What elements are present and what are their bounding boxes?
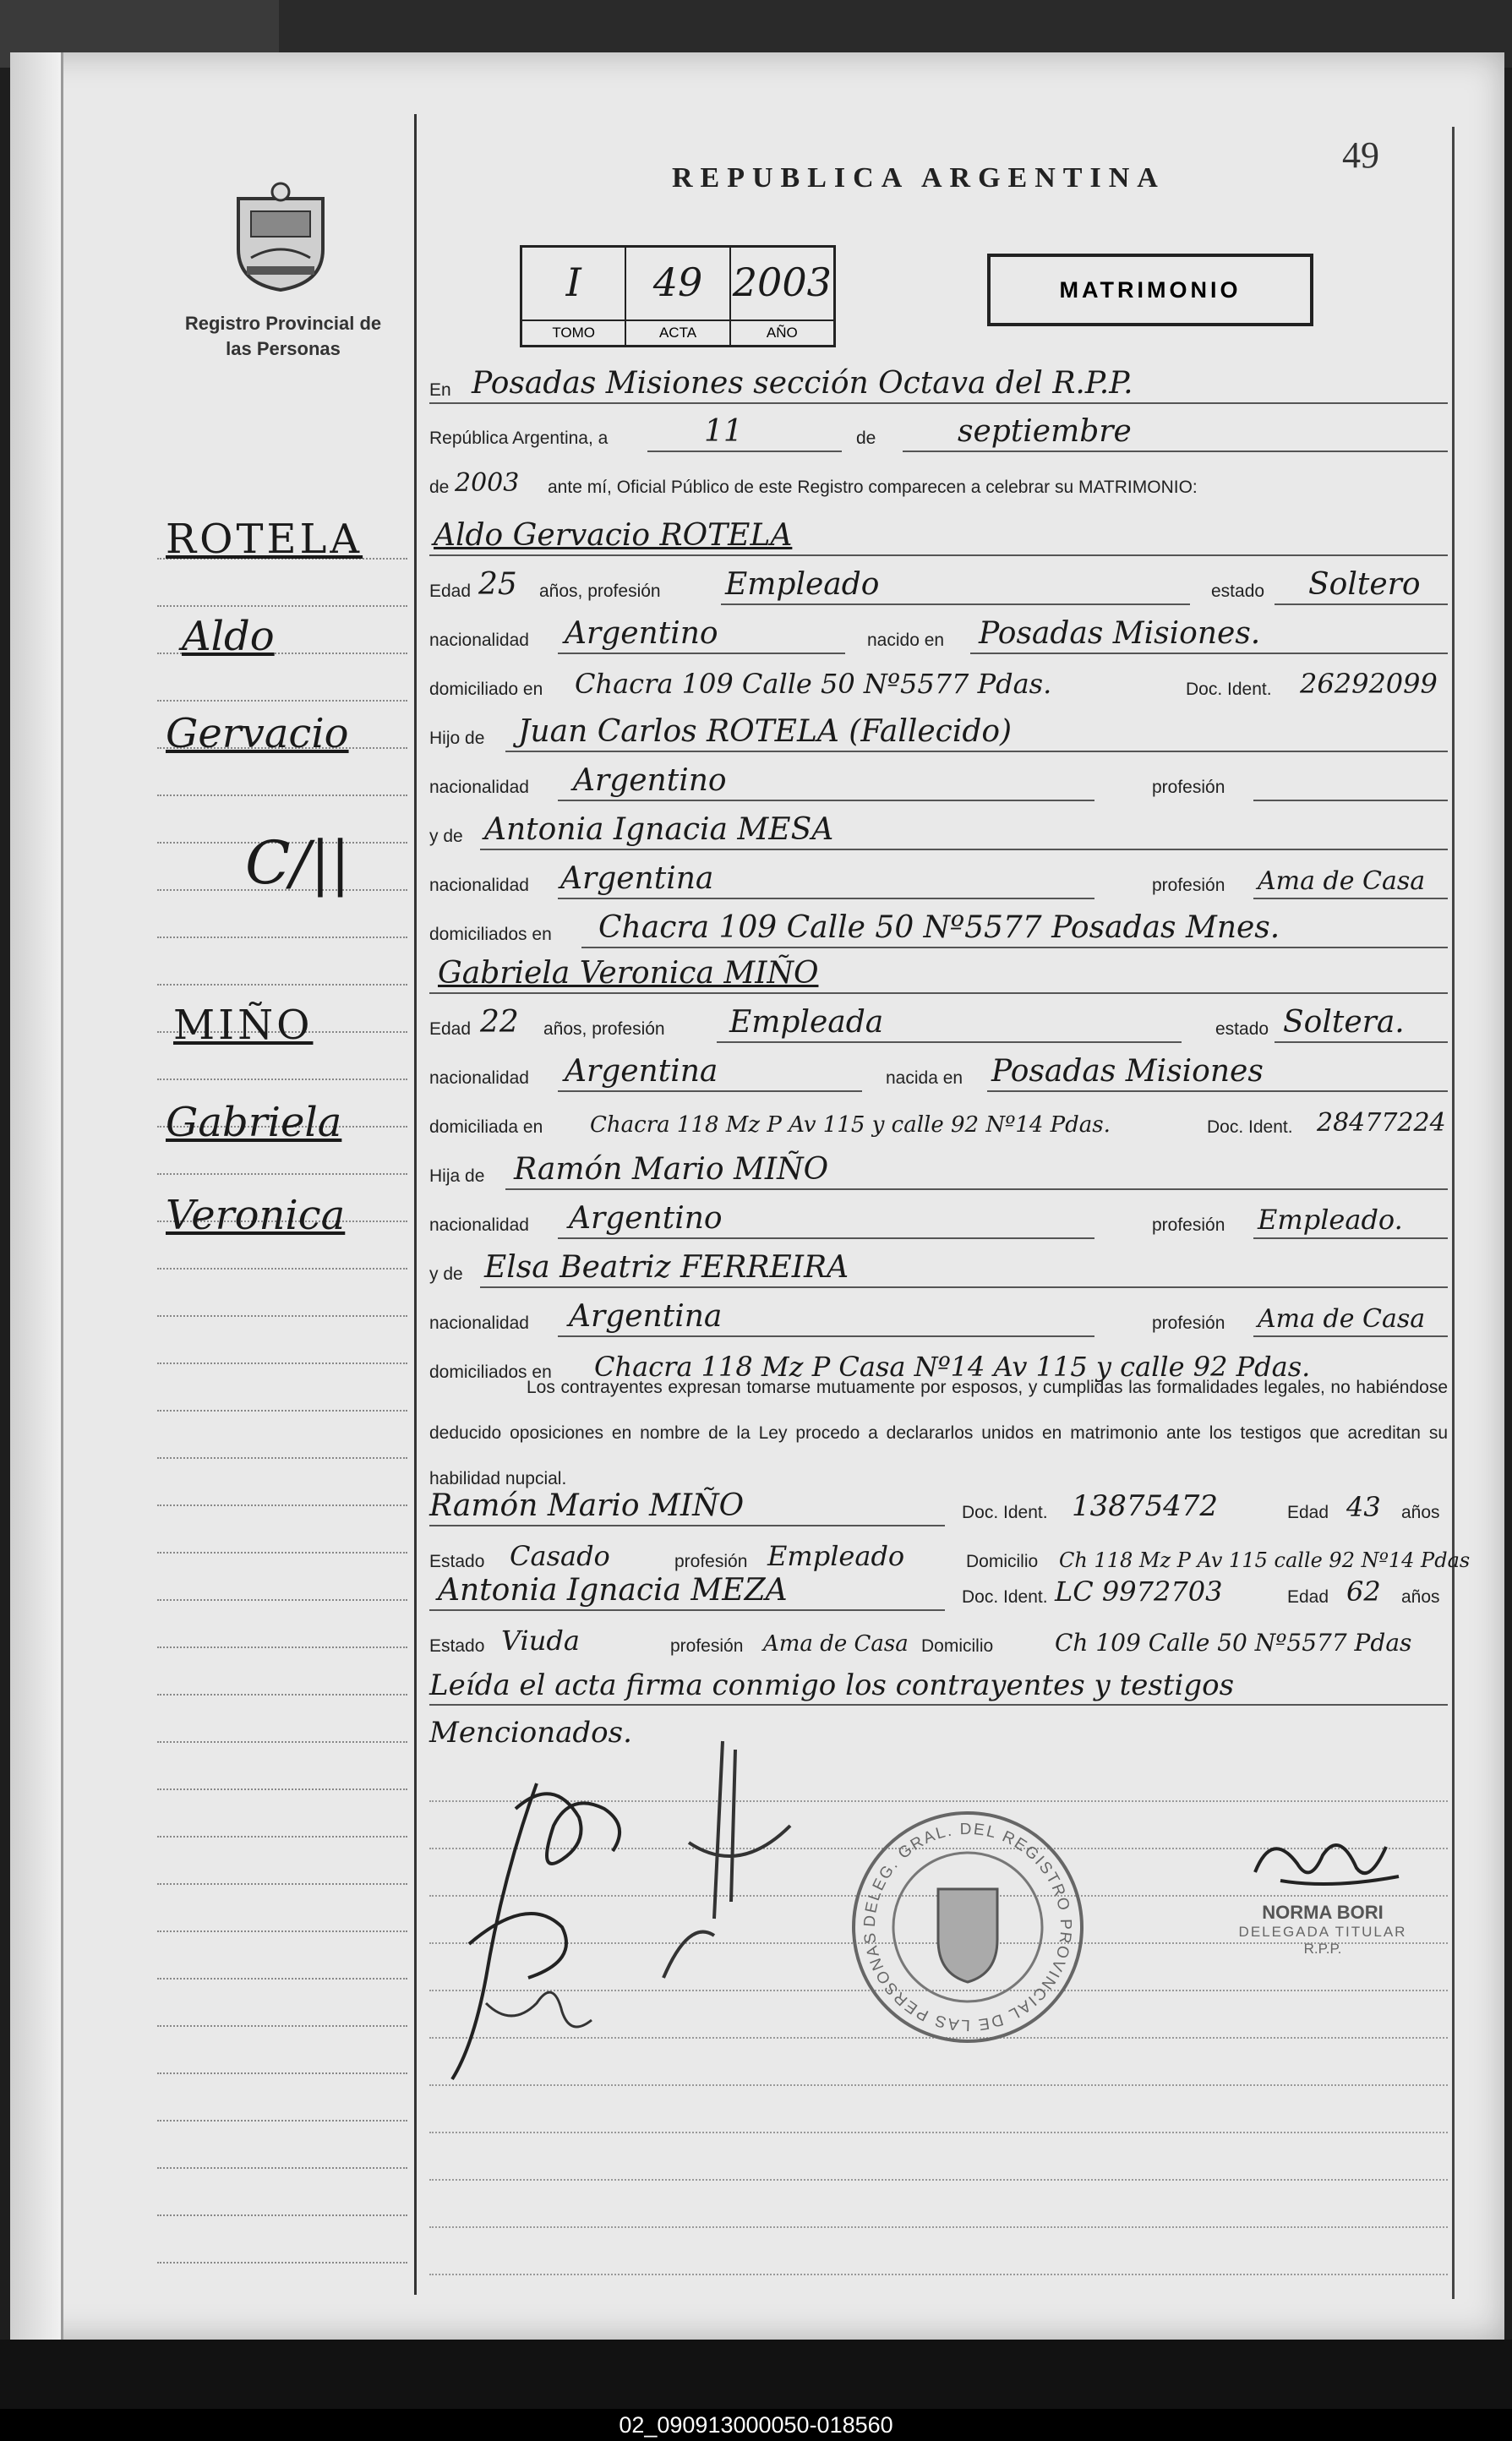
bride-nationality: Argentina xyxy=(565,1054,718,1089)
groom-address-row xyxy=(429,663,1448,708)
margin-dotted-line xyxy=(157,1930,407,1932)
witness2-doc: LC 9972703 xyxy=(1055,1575,1223,1608)
declaration-paragraph: Los contrayentes expresan tomarse mutuamente por esposos, y cumplidas las formalidades legales, no habiéndose deducido oposiciones en nombre de la Ley procedo a declararlos unidos en matrimonio ante los testigos que acreditan su habilidad nupcial. xyxy=(429,1378,1448,1488)
bride-father-nationality: Argentino xyxy=(569,1201,723,1236)
year-prefix-label: de xyxy=(429,478,450,497)
bride-mother: Elsa Beatriz FERREIRA xyxy=(484,1250,849,1285)
margin-firstname-bride: Gabriela xyxy=(166,1099,342,1146)
year-value: 2003 xyxy=(455,468,520,498)
witness1-profession: Empleado xyxy=(767,1540,905,1572)
margin-firstname-groom: Aldo xyxy=(182,613,275,660)
acta-cell xyxy=(626,248,730,345)
margin-dotted-line xyxy=(157,1788,407,1790)
closing-line-1: Leída el acta firma conmigo los contrayentes y testigos xyxy=(429,1668,1235,1702)
witness2-name: Antonia Ignacia MEZA xyxy=(438,1573,788,1608)
margin-dotted-line xyxy=(157,2214,407,2216)
margin-dotted-line xyxy=(157,1079,407,1080)
provincial-coat-of-arms-icon xyxy=(230,182,331,292)
bride-profession: Empleada xyxy=(729,1005,884,1040)
bride-father: Ramón Mario MIÑO xyxy=(514,1152,829,1187)
margin-dotted-line xyxy=(157,1504,407,1506)
groom-parents-address: Chacra 109 Calle 50 Nº5577 Posadas Mnes. xyxy=(598,910,1280,945)
bride-address: Chacra 118 Mz P Av 115 y calle 92 Nº14 Pdas. xyxy=(590,1112,1111,1138)
margin-dotted-line xyxy=(157,1315,407,1317)
margin-dotted-line xyxy=(157,1978,407,1980)
bride-name-row xyxy=(429,953,1448,999)
margin-dotted-line xyxy=(157,1599,407,1601)
groom-profesion-label: años, profesión xyxy=(539,582,661,601)
bride-parents-dom-label: domiciliados en xyxy=(429,1362,552,1382)
bride-nationality-row xyxy=(429,1051,1448,1097)
bride-estado-label: estado xyxy=(1215,1019,1269,1039)
ano-label: AÑO xyxy=(731,319,833,345)
blank-dotted-line xyxy=(429,2274,1448,2275)
witness2-age: 62 xyxy=(1346,1575,1381,1608)
bride-mother-prof-label: profesión xyxy=(1152,1313,1225,1333)
folio-number: 49 xyxy=(1342,134,1379,176)
groom-estado-label: estado xyxy=(1211,582,1265,601)
place-row xyxy=(429,363,1448,409)
groom-parents-address-row xyxy=(429,908,1448,953)
tomo-acta-ano-box xyxy=(520,245,836,347)
registry-name: Registro Provincial de las Personas xyxy=(184,313,382,359)
margin-dotted-line xyxy=(157,2072,407,2074)
groom-nacido-label: nacido en xyxy=(867,631,945,650)
blank-dotted-line xyxy=(429,2179,1448,2181)
bride-parents-address: Chacra 118 Mz P Casa Nº14 Av 115 y calle 92 Pdas. xyxy=(594,1351,1311,1383)
margin-column-rule xyxy=(414,114,417,2295)
place-label: En xyxy=(429,380,451,400)
tomo-cell xyxy=(522,248,626,345)
month-value: septiembre xyxy=(958,414,1132,449)
bride-hija-label: Hija de xyxy=(429,1166,485,1186)
bride-nacida-label: nacida en xyxy=(886,1068,963,1088)
de-label: de xyxy=(856,429,876,448)
witness2-estado-label: Estado xyxy=(429,1636,485,1656)
margin-dotted-line xyxy=(157,2025,407,2027)
bride-father-prof-label: profesión xyxy=(1152,1215,1225,1235)
official-name: NORMA BORI xyxy=(1262,1902,1384,1923)
groom-mother: Antonia Ignacia MESA xyxy=(484,812,834,847)
witness1-name: Ramón Mario MIÑO xyxy=(429,1488,745,1523)
groom-mother-row xyxy=(429,810,1448,855)
witness1-edad-label: Edad xyxy=(1287,1503,1329,1522)
margin-dotted-line xyxy=(157,1552,407,1554)
margin-dotted-line xyxy=(157,1836,407,1838)
page-spine xyxy=(61,52,63,2340)
witness1-doc-label: Doc. Ident. xyxy=(962,1503,1048,1522)
margin-dotted-line xyxy=(157,605,407,607)
document-type-box: MATRIMONIO xyxy=(987,254,1313,326)
witness2-domicilio-label: Domicilio xyxy=(921,1636,994,1656)
witness1-civil-status: Casado xyxy=(510,1540,610,1572)
bride-nacionalidad-label: nacionalidad xyxy=(429,1068,529,1088)
witness2-profesion-label: profesión xyxy=(670,1636,744,1656)
year-row xyxy=(429,461,1448,506)
margin-dotted-line xyxy=(157,937,407,938)
bride-mother-nat-row xyxy=(429,1297,1448,1342)
margin-surname-groom: ROTELA xyxy=(166,516,363,563)
stamp-text: DELEG. GRAL. DEL REGISTRO PROVINCIAL DE LAS PERSONAS xyxy=(860,1820,1075,2034)
book-bottom-edge xyxy=(0,2340,1512,2409)
bride-mother-nationality: Argentina xyxy=(569,1299,723,1334)
bride-profesion-label: años, profesión xyxy=(543,1019,665,1039)
margin-middlename-groom: Gervacio xyxy=(166,710,349,757)
place-value: Posadas Misiones sección Octava del R.P.P. xyxy=(472,366,1133,401)
witness2-edad-label: Edad xyxy=(1287,1587,1329,1607)
closing-line-2: Mencionados. xyxy=(429,1716,632,1750)
witness1-anos-label: años xyxy=(1401,1503,1440,1522)
groom-edad-label: Edad xyxy=(429,582,472,601)
ano-cell xyxy=(731,248,833,345)
groom-ydes-label: y de xyxy=(429,827,463,846)
margin-conjunction: C/|| xyxy=(245,828,351,898)
groom-father-nat-row xyxy=(429,761,1448,806)
witness1-age: 43 xyxy=(1346,1491,1381,1523)
bride-edad-label: Edad xyxy=(429,1019,472,1039)
groom-name-row xyxy=(429,516,1448,561)
ano-value: 2003 xyxy=(732,259,832,305)
groom-nationality-row xyxy=(429,614,1448,659)
margin-dotted-line xyxy=(157,1362,407,1364)
witness1-doc: 13875472 xyxy=(1072,1489,1219,1523)
bride-mother-row xyxy=(429,1248,1448,1293)
bride-father-nat-label: nacionalidad xyxy=(429,1215,529,1235)
official-signature xyxy=(1230,1821,1416,1898)
groom-doc-label: Doc. Ident. xyxy=(1186,680,1272,699)
margin-dotted-line xyxy=(157,1646,407,1648)
margin-dotted-line xyxy=(157,2262,407,2264)
witness1-row xyxy=(429,1486,1448,1532)
blank-dotted-line xyxy=(429,2226,1448,2228)
date-row xyxy=(429,412,1448,457)
groom-name: Aldo Gervacio ROTELA xyxy=(434,518,793,553)
margin-dotted-line xyxy=(157,1410,407,1412)
contrayentes-signatures xyxy=(435,1724,832,2096)
witness2-profession: Ama de Casa xyxy=(763,1631,909,1657)
groom-father-row xyxy=(429,712,1448,757)
groom-mother-prof-label: profesión xyxy=(1152,876,1225,895)
margin-dotted-line xyxy=(157,1457,407,1459)
margin-dotted-line xyxy=(157,2120,407,2122)
margin-surname-bride: MIÑO xyxy=(173,1002,314,1049)
groom-mother-nationality: Argentina xyxy=(560,861,714,896)
tomo-label: TOMO xyxy=(522,319,625,345)
tomo-value: I xyxy=(565,259,581,305)
margin-dotted-line xyxy=(157,1741,407,1743)
groom-hijo-label: Hijo de xyxy=(429,729,485,748)
margin-middlename-bride: Veronica xyxy=(166,1192,346,1239)
official-title: DELEGADA TITULAR xyxy=(1238,1924,1407,1940)
right-border-rule xyxy=(1452,127,1455,2299)
groom-doc: 26292099 xyxy=(1300,668,1438,700)
margin-dotted-line xyxy=(157,700,407,702)
groom-nacionalidad-label: nacionalidad xyxy=(429,631,529,650)
bride-mother-profession: Ama de Casa xyxy=(1258,1304,1426,1334)
day-value: 11 xyxy=(704,414,743,449)
bride-domicilio-label: domiciliada en xyxy=(429,1117,543,1137)
witness2-row xyxy=(429,1570,1448,1616)
margin-dotted-line xyxy=(157,1173,407,1175)
groom-mother-nat-row xyxy=(429,859,1448,904)
margin-dotted-line xyxy=(157,1268,407,1270)
margin-dotted-line xyxy=(157,2167,407,2169)
groom-civil-status: Soltero xyxy=(1308,567,1421,602)
groom-father: Juan Carlos ROTELA (Fallecido) xyxy=(518,714,1013,749)
bride-ydes-label: y de xyxy=(429,1264,463,1284)
margin-dotted-line xyxy=(157,1883,407,1885)
footer-id: 02_090913000050-018560 xyxy=(619,2412,893,2438)
bride-mother-nat-label: nacionalidad xyxy=(429,1313,529,1333)
witness1-address: Ch 118 Mz P Av 115 calle 92 Nº14 Pdas xyxy=(1059,1548,1471,1572)
witness2-details-row xyxy=(429,1619,1448,1665)
groom-age-row xyxy=(429,565,1448,610)
groom-address: Chacra 109 Calle 50 Nº5577 Pdas. xyxy=(575,668,1052,700)
bride-father-profession: Empleado. xyxy=(1258,1204,1403,1236)
bride-birthplace: Posadas Misiones xyxy=(991,1054,1264,1089)
witness2-address: Ch 109 Calle 50 Nº5577 Pdas xyxy=(1055,1629,1412,1657)
margin-dotted-line xyxy=(157,795,407,796)
acta-label: ACTA xyxy=(626,319,729,345)
bride-name: Gabriela Veronica MIÑO xyxy=(438,956,819,991)
groom-age: 25 xyxy=(478,567,517,602)
country-title: REPUBLICA ARGENTINA xyxy=(672,162,1165,194)
groom-nationality: Argentino xyxy=(565,616,718,651)
groom-father-nationality: Argentino xyxy=(573,763,727,798)
acta-value: 49 xyxy=(652,259,703,305)
footer-strip xyxy=(0,2409,1512,2441)
blank-dotted-line xyxy=(429,2132,1448,2133)
groom-mother-nat-label: nacionalidad xyxy=(429,876,529,895)
closing-row-1 xyxy=(429,1665,1448,1711)
groom-father-nat-label: nacionalidad xyxy=(429,778,529,797)
bride-address-row xyxy=(429,1100,1448,1146)
margin-dotted-line xyxy=(157,1694,407,1696)
margin-dotted-line xyxy=(157,984,407,986)
official-block xyxy=(1196,1821,1449,1958)
bride-father-row xyxy=(429,1150,1448,1195)
bride-age: 22 xyxy=(480,1005,519,1040)
groom-birthplace: Posadas Misiones. xyxy=(979,616,1261,651)
witness2-civil-status: Viuda xyxy=(501,1625,580,1657)
witness2-doc-label: Doc. Ident. xyxy=(962,1587,1048,1607)
bride-civil-status: Soltera. xyxy=(1283,1005,1405,1040)
groom-domicilio-label: domiciliado en xyxy=(429,680,543,699)
groom-profession: Empleado xyxy=(725,567,880,602)
groom-parents-dom-label: domiciliados en xyxy=(429,925,552,944)
official-office: R.P.P. xyxy=(1303,1941,1342,1957)
country-label: República Argentina, a xyxy=(429,429,609,448)
witness1-estado-label: Estado xyxy=(429,1552,485,1571)
groom-mother-profession: Ama de Casa xyxy=(1258,866,1426,896)
witness1-domicilio-label: Domicilio xyxy=(966,1552,1039,1571)
bride-doc-label: Doc. Ident. xyxy=(1207,1117,1293,1137)
bride-age-row xyxy=(429,1002,1448,1048)
witness1-profesion-label: profesión xyxy=(674,1552,748,1571)
page-binding xyxy=(10,52,61,2340)
groom-father-prof-label: profesión xyxy=(1152,778,1225,797)
bride-doc: 28477224 xyxy=(1317,1108,1446,1138)
witness2-anos-label: años xyxy=(1401,1587,1440,1607)
bride-father-nat-row xyxy=(429,1199,1448,1244)
registry-stamp-icon xyxy=(845,1805,1090,2050)
statement-text: ante mí, Oficial Público de este Registro comparecen a celebrar su MATRIMONIO: xyxy=(548,478,1198,497)
